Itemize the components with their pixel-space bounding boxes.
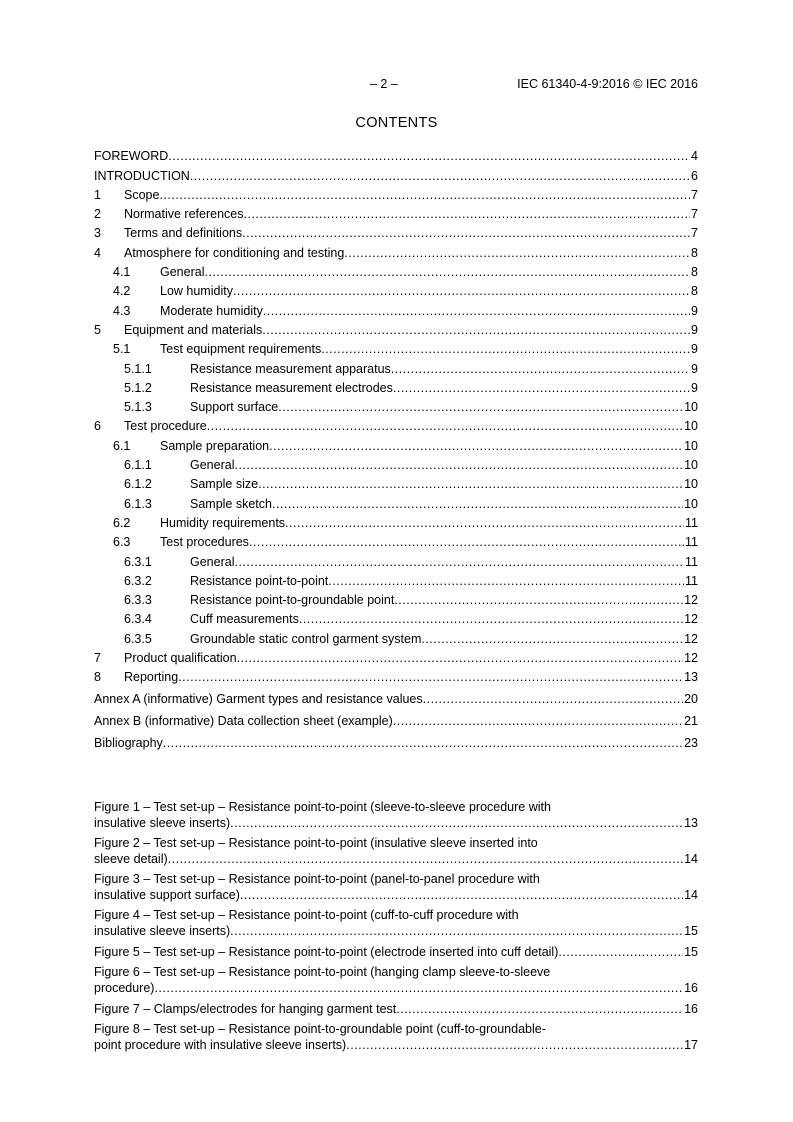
toc-entry-title: Test procedure: [124, 419, 207, 434]
dot-leader: [249, 535, 684, 549]
figure-title-line: point procedure with insulative sleeve inserts): [94, 1038, 347, 1052]
dot-leader: [299, 612, 683, 626]
dot-leader: [423, 692, 683, 706]
figure-entry-page: 14: [684, 852, 698, 866]
toc-entry-number: 4.3: [113, 303, 131, 318]
toc-entry[interactable]: [94, 511, 698, 530]
toc-entry[interactable]: [94, 376, 698, 395]
figure-entry-page: 14: [684, 888, 698, 902]
toc-entry-page: 9: [691, 380, 698, 395]
toc-entry-number: 2: [94, 207, 101, 222]
dot-leader: [321, 342, 690, 356]
toc-entry-title: FOREWORD: [94, 149, 169, 164]
figure-title-line: Figure 6 – Test set-up – Resistance point-to-point (hanging clamp sleeve-to-sleeve: [94, 965, 551, 979]
toc-entry-number: 6.3: [113, 535, 131, 550]
toc-entry-title: Sample sketch: [190, 496, 272, 511]
toc-entry-title: Scope: [124, 187, 160, 202]
figure-entry-page: 16: [684, 1002, 698, 1016]
list-of-figures: [94, 800, 698, 1058]
dot-leader: [393, 714, 683, 728]
toc-entry[interactable]: [94, 530, 698, 549]
dot-leader: [163, 736, 683, 750]
toc-entry[interactable]: [94, 453, 698, 472]
toc-entry-number: 6.3.1: [124, 554, 152, 569]
toc-entry[interactable]: [94, 549, 698, 568]
toc-entry-page: 12: [684, 612, 698, 627]
dot-leader: [234, 555, 684, 569]
figure-entry-page: 15: [684, 945, 698, 959]
toc-entry[interactable]: [94, 240, 698, 259]
toc-entry-title: Sample preparation: [160, 438, 270, 453]
toc-entry[interactable]: [94, 433, 698, 452]
dot-leader: [159, 188, 690, 202]
toc-entry[interactable]: [94, 588, 698, 607]
toc-entry-number: 8: [94, 670, 101, 685]
toc-entry[interactable]: [94, 356, 698, 375]
toc-entry-number: 6.3.3: [124, 593, 152, 608]
toc-entry[interactable]: [94, 646, 698, 665]
toc-entry-title: Reporting: [124, 670, 179, 685]
dot-leader: [230, 924, 683, 938]
toc-entry[interactable]: [94, 626, 698, 645]
dot-leader: [204, 265, 690, 279]
figure-title-line: Figure 3 – Test set-up – Resistance point-to-point (panel-to-panel procedure with: [94, 872, 540, 886]
dot-leader: [278, 400, 683, 414]
figure-entry[interactable]: [94, 1001, 698, 1016]
toc-entry-number: 5.1.1: [124, 361, 152, 376]
toc-entry-page: 12: [684, 631, 698, 646]
toc-entry-title: Annex A (informative) Garment types and resistance values: [94, 692, 423, 707]
toc-entry-number: 6.1.2: [124, 477, 152, 492]
toc-entry-title: INTRODUCTION: [94, 168, 190, 183]
toc-entry[interactable]: [94, 665, 698, 684]
toc-entry-number: 6.3.2: [124, 573, 152, 588]
toc-entry-title: General: [160, 265, 205, 280]
toc-entry[interactable]: [94, 472, 698, 491]
dot-leader: [258, 477, 683, 491]
figure-entry-page: 15: [684, 924, 698, 938]
dot-leader: [421, 632, 683, 646]
toc-entry[interactable]: [94, 337, 698, 356]
figure-entry[interactable]: [94, 908, 698, 938]
toc-entry-title: Resistance measurement apparatus: [190, 361, 391, 376]
toc-entry-number: 6.1: [113, 438, 131, 453]
toc-entry-title: Resistance point-to-point: [190, 573, 329, 588]
dot-leader: [237, 651, 684, 665]
page-title: CONTENTS: [355, 115, 438, 131]
toc-entry-page: 12: [684, 651, 698, 666]
toc-entry-number: 6.1.3: [124, 496, 152, 511]
dot-leader: [393, 381, 690, 395]
toc-entry[interactable]: [94, 706, 698, 728]
page-number: – 2 –: [370, 77, 398, 91]
toc-entry-page: 13: [684, 670, 698, 685]
toc-entry-number: 7: [94, 651, 101, 666]
toc-entry-page: 10: [684, 438, 698, 453]
toc-entry[interactable]: [94, 414, 698, 433]
toc-entry[interactable]: [94, 728, 698, 750]
figure-title-line: Figure 1 – Test set-up – Resistance point-to-point (sleeve-to-sleeve procedure with: [94, 800, 551, 814]
dot-leader: [230, 816, 683, 830]
toc-entry-title: Cuff measurements: [190, 612, 299, 627]
toc-entry[interactable]: [94, 569, 698, 588]
figure-entry[interactable]: [94, 872, 698, 902]
toc-entry[interactable]: [94, 318, 698, 337]
dot-leader: [207, 419, 683, 433]
toc-entry-page: 9: [691, 361, 698, 376]
dot-leader: [240, 888, 683, 902]
figure-title-line: insulative sleeve inserts): [94, 924, 231, 938]
toc-entry-number: 6: [94, 419, 101, 434]
dot-leader: [328, 574, 684, 588]
toc-entry-title: General: [190, 554, 235, 569]
page-header: [0, 77, 793, 93]
toc-entry-title: Annex B (informative) Data collection sheet (example): [94, 714, 393, 729]
dot-leader: [244, 207, 691, 221]
dot-leader: [558, 945, 683, 959]
toc-entry[interactable]: [94, 183, 698, 202]
figure-entry[interactable]: [94, 1022, 698, 1052]
figure-title-line: insulative support surface): [94, 888, 240, 902]
dot-leader: [262, 323, 690, 337]
toc-entry-page: 9: [691, 303, 698, 318]
toc-entry-page: 7: [691, 207, 698, 222]
toc-entry-title: Equipment and materials: [124, 322, 263, 337]
toc-entry-page: 10: [684, 458, 698, 473]
toc-entry-title: Test equipment requirements: [160, 342, 322, 357]
toc-entry-page: 8: [691, 245, 698, 260]
figure-entry-page: 17: [684, 1038, 698, 1052]
toc-entry-page: 7: [691, 226, 698, 241]
toc-entry-page: 9: [691, 322, 698, 337]
figure-title-line: procedure): [94, 981, 155, 995]
toc-entry[interactable]: [94, 395, 698, 414]
figure-title-line: Figure 2 – Test set-up – Resistance point-to-point (insulative sleeve inserted into: [94, 836, 538, 850]
dot-leader: [190, 169, 690, 183]
dot-leader: [346, 1038, 683, 1052]
toc-entry-page: 20: [684, 692, 698, 707]
toc-entry-page: 7: [691, 187, 698, 202]
toc-entry-page: 4: [691, 149, 698, 164]
toc-entry[interactable]: [94, 684, 698, 706]
toc-entry-number: 5: [94, 322, 101, 337]
toc-entry-page: 21: [684, 714, 698, 729]
dot-leader: [242, 226, 690, 240]
dot-leader: [391, 362, 690, 376]
toc-entry-number: 5.1.2: [124, 380, 152, 395]
toc-entry[interactable]: [94, 260, 698, 279]
dot-leader: [394, 593, 683, 607]
toc-entry-title: Support surface: [190, 400, 279, 415]
toc-entry[interactable]: [94, 491, 698, 510]
toc-entry-title: Bibliography: [94, 736, 163, 751]
toc-entry-title: Resistance measurement electrodes: [190, 380, 393, 395]
dot-leader: [233, 284, 690, 298]
toc-entry-number: 4: [94, 245, 101, 260]
toc-entry-page: 11: [685, 515, 698, 530]
toc-entry-page: 10: [684, 496, 698, 511]
figure-entry[interactable]: [94, 944, 698, 959]
dot-leader: [154, 981, 683, 995]
toc-entry-number: 6.1.1: [124, 458, 152, 473]
toc-entry-title: Terms and definitions: [124, 226, 243, 241]
dot-leader: [168, 149, 690, 163]
toc-entry-title: Low humidity: [160, 284, 233, 299]
toc-entry-page: 10: [684, 400, 698, 415]
figure-title-line: insulative sleeve inserts): [94, 816, 231, 830]
dot-leader: [269, 439, 683, 453]
toc-entry-page: 10: [684, 419, 698, 434]
toc-entry-number: 4.1: [113, 265, 131, 280]
toc-entry-page: 11: [685, 554, 698, 569]
dot-leader: [285, 516, 684, 530]
toc-entry[interactable]: [94, 279, 698, 298]
toc-entry-title: Product qualification: [124, 651, 237, 666]
toc-entry-page: 11: [685, 535, 698, 550]
toc-entry-title: Atmosphere for conditioning and testing: [124, 245, 345, 260]
toc-entry-page: 8: [691, 265, 698, 280]
toc-entry-number: 5.1.3: [124, 400, 152, 415]
figure-entry[interactable]: [94, 965, 698, 995]
toc-entry[interactable]: [94, 221, 698, 240]
toc-entry-number: 6.3.5: [124, 631, 152, 646]
toc-entry-number: 6.3.4: [124, 612, 152, 627]
dot-leader: [272, 497, 683, 511]
toc-entry-page: 11: [685, 573, 698, 588]
toc-entry[interactable]: [94, 298, 698, 317]
toc-entry-page: 8: [691, 284, 698, 299]
toc-entry-title: Humidity requirements: [160, 515, 286, 530]
toc-entry[interactable]: [94, 163, 698, 182]
toc-entry-title: Moderate humidity: [160, 303, 263, 318]
toc-entry-number: 3: [94, 226, 101, 241]
toc-entry-title: Normative references: [124, 207, 244, 222]
figure-title-line: Figure 7 – Clamps/electrodes for hanging garment test: [94, 1002, 397, 1016]
table-of-contents: [94, 144, 698, 750]
toc-entry-number: 6.2: [113, 515, 131, 530]
toc-entry-title: Sample size: [190, 477, 259, 492]
toc-entry-page: 6: [691, 168, 698, 183]
figure-entry-page: 16: [684, 981, 698, 995]
figure-entry-page: 13: [684, 816, 698, 830]
toc-entry-title: Groundable static control garment system: [190, 631, 422, 646]
figure-title-line: Figure 5 – Test set-up – Resistance point-to-point (electrode inserted into cuff detail): [94, 945, 559, 959]
toc-entry[interactable]: [94, 202, 698, 221]
toc-entry-number: 4.2: [113, 284, 131, 299]
dot-leader: [234, 458, 683, 472]
figure-title-line: Figure 4 – Test set-up – Resistance point-to-point (cuff-to-cuff procedure with: [94, 908, 519, 922]
dot-leader: [178, 670, 683, 684]
toc-entry-page: 12: [684, 593, 698, 608]
toc-entry-number: 1: [94, 187, 101, 202]
toc-entry[interactable]: [94, 607, 698, 626]
figure-entry[interactable]: [94, 800, 698, 830]
toc-entry-title: Resistance point-to-groundable point: [190, 593, 395, 608]
figure-title-line: sleeve detail): [94, 852, 168, 866]
toc-entry-page: 9: [691, 342, 698, 357]
toc-entry-number: 5.1: [113, 342, 131, 357]
figure-title-line: Figure 8 – Test set-up – Resistance point-to-groundable point (cuff-to-groundable-: [94, 1022, 546, 1036]
toc-entry-page: 23: [684, 736, 698, 751]
dot-leader: [263, 304, 690, 318]
toc-entry-title: Test procedures: [160, 535, 249, 550]
dot-leader: [396, 1002, 683, 1016]
toc-entry-title: General: [190, 458, 235, 473]
figure-entry[interactable]: [94, 836, 698, 866]
toc-entry-page: 10: [684, 477, 698, 492]
toc-entry[interactable]: [94, 144, 698, 163]
dot-leader: [344, 246, 690, 260]
document-reference: IEC 61340-4-9:2016 © IEC 2016: [517, 77, 698, 91]
dot-leader: [168, 852, 683, 866]
